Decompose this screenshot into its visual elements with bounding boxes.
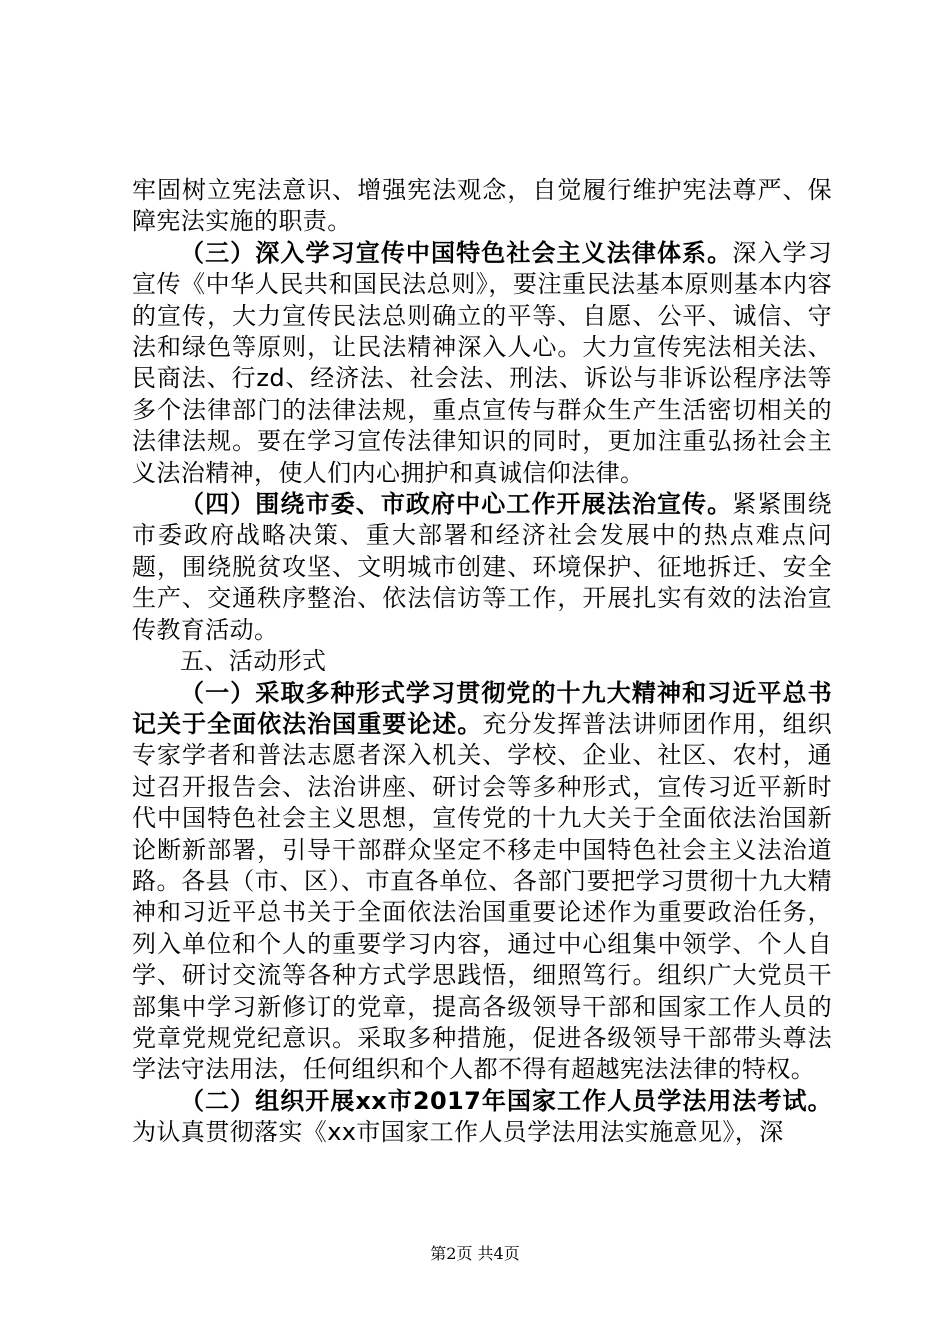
paragraph-law-exam	[132, 1086, 832, 1149]
page-footer	[0, 1244, 950, 1264]
paragraph-text: 充分发挥普法讲师团作用，组织专家学者和普法志愿者深入机关、学校、企业、社区、农村，通过召开报告会、法治讲座、研讨会等多种形式，宣传习近平新时代中国特色社会主义思想，宣传党的十九大关于全面依法治国新论断新部署，引导干部群众坚定不移走中国特色社会主义法治道路。各县（市、区）、市直各单位、各部门要把学习贯彻十九大精神和习近平总书关于全面依法治国重要论述作为重要政治任务，列入单位和个人的重要学习内容，通过中心组集中领学、个人自学、研讨交流等各种方式学思践悟，细照笃行。组织广大党员干部集中学习新修订的党章，提高各级领导干部和国家工作人员的党章党规党纪意识。采取多种措施，促进各级领导干部带头尊法学法守法用法，任何组织和个人都不得有超越宪法法律的特权。	[132, 709, 832, 1084]
paragraph-heading: （四）围绕市委、市政府中心工作开展法治宣传。	[180, 490, 733, 519]
paragraph-text: 为认真贯彻落实《xx市国家工作人员学法用法实施意见》，深	[132, 1118, 784, 1147]
paragraph-heading: （一）采取多种形式学习贯彻党的十九大精神和习近平总书记关于全面依法治国重要论述。	[132, 678, 832, 738]
section-title-text: 五、活动形式	[180, 647, 327, 676]
paragraph-continued	[132, 175, 832, 238]
paragraph-heading: （二）组织开展xx市2017年国家工作人员学法用法考试。	[180, 1086, 832, 1115]
document-body	[132, 175, 832, 1149]
paragraph-text: 深入学习宣传《中华人民共和国民法总则》，要注重民法基本原则基本内容的宣传，大力宣传民法总则确立的平等、自愿、公平、诚信、守法和绿色等原则，让民法精神深入人心。大力宣传宪法相关法、民商法、行zd、经济法、社会法、刑法、诉讼与非诉讼程序法等多个法律部门的法律法规，重点宣传与群众生产生活密切相关的法律法规。要在学习宣传法律知识的同时，更加注重弘扬社会主义法治精神，使人们内心拥护和真诚信仰法律。	[132, 238, 832, 487]
paragraph-text: 牢固树立宪法意识、增强宪法观念，自觉履行维护宪法尊严、保障宪法实施的职责。	[132, 176, 832, 236]
paragraph-text: 紧紧围绕市委政府战略决策、重大部署和经济社会发展中的热点难点问题，围绕脱贫攻坚、文明城市创建、环境保护、征地拆迁、安全生产、交通秩序整治、依法信访等工作，开展扎实有效的法治宣传教育活动。	[132, 490, 832, 644]
page-number-label: 第2页 共4页	[430, 1244, 520, 1263]
section-title-activity-forms	[132, 646, 832, 677]
paragraph-city-work	[132, 489, 832, 646]
paragraph-study-spirit	[132, 678, 832, 1086]
paragraph-legal-system	[132, 238, 832, 489]
paragraph-heading: （三）深入学习宣传中国特色社会主义法律体系。	[180, 238, 733, 267]
